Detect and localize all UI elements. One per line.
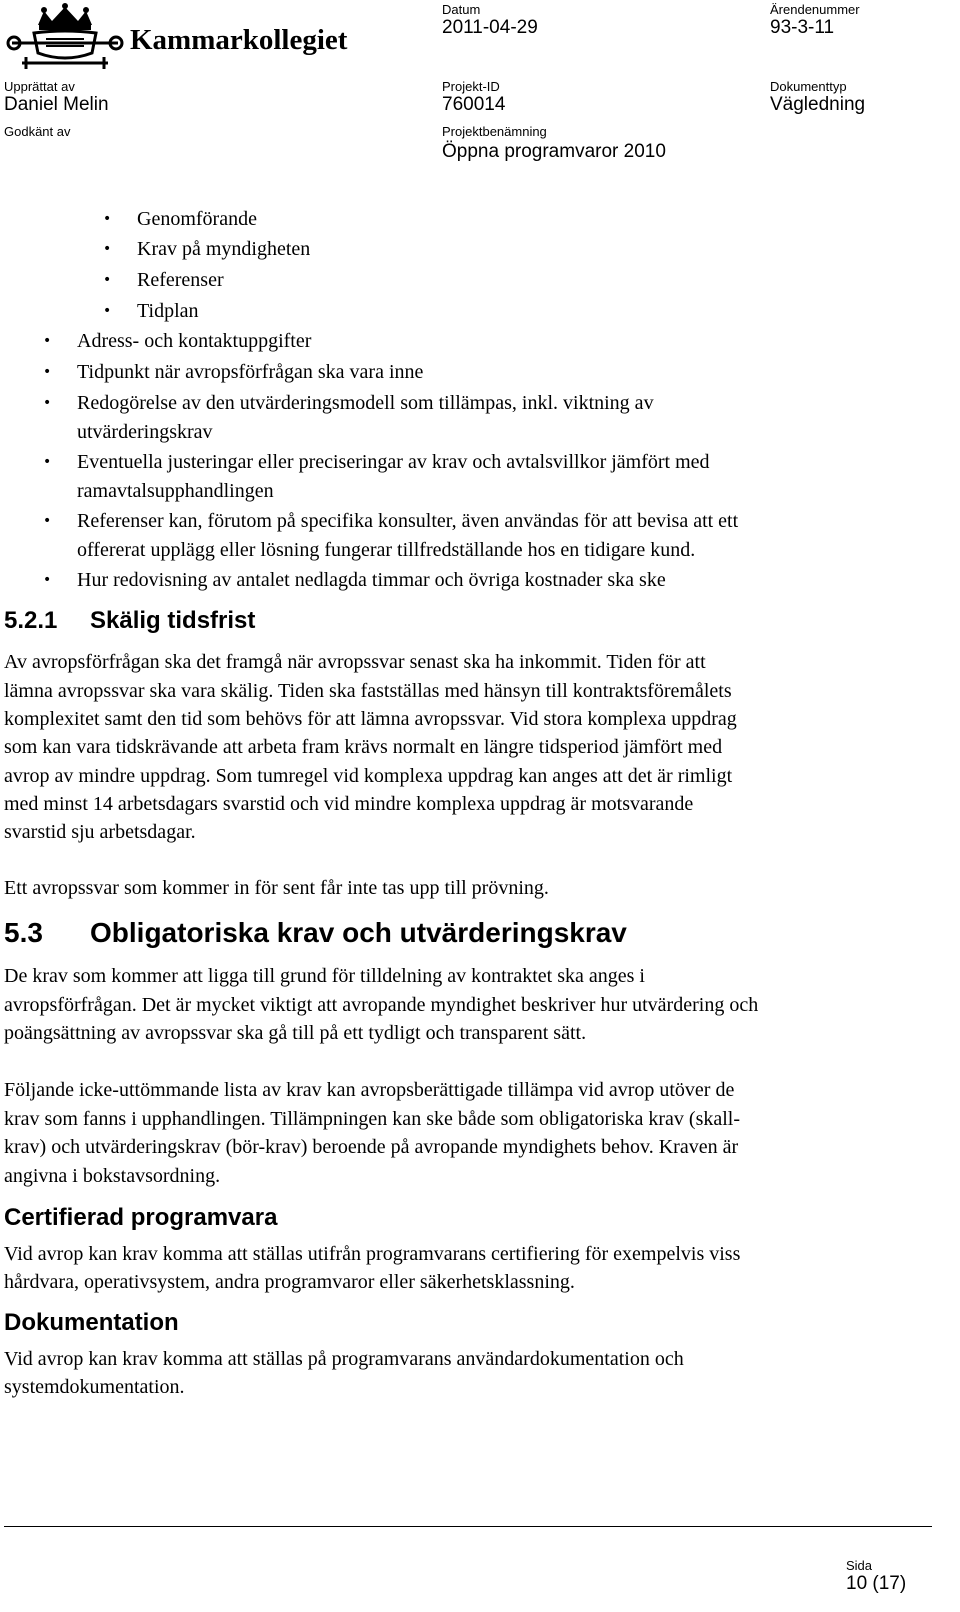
paragraph-line: De krav som kommer att ligga till grund för tilldelning av kontraktet ska anges i <box>4 965 645 987</box>
subheading-dokumentation: Dokumentation <box>4 1309 179 1336</box>
section-number: 5.3 <box>4 917 43 948</box>
paragraph-line: angivna i bokstavsordning. <box>4 1165 221 1187</box>
projektbenamning-label: Projektbenämning <box>442 124 547 139</box>
paragraph-line: som kan vara tidskrävande att arbeta fram krävs normalt en längre tidsperiod jämfört med <box>4 736 723 758</box>
list-item: • Eventuella justeringar eller preciseringar av krav och avtalsvillkor jämfört med <box>77 447 710 477</box>
paragraph-line: med minst 14 arbetsdagars svarstid och vid mindre komplexa uppdrag är motsvarande <box>4 793 694 815</box>
paragraph-line: Följande icke-uttömmande lista av krav kan avropsberättigade tillämpa vid avrop utöver de <box>4 1079 735 1101</box>
section-heading-5-2-1 <box>4 606 255 636</box>
paragraph-line: hårdvara, operativsystem, andra programvaror eller säkerhetsklassning. <box>4 1271 575 1293</box>
list-item: • Tidpunkt när avropsförfrågan ska vara inne <box>77 357 423 387</box>
paragraph-line: avrop av mindre uppdrag. Som tumregel vid komplexa uppdrag kan anges att det är rimligt <box>4 765 733 787</box>
page-label: Sida <box>846 1558 873 1573</box>
dokumenttyp-label: Dokumenttyp <box>770 79 847 94</box>
projektbenamning-value: Öppna programvaror 2010 <box>442 141 666 162</box>
paragraph-line: systemdokumentation. <box>4 1376 185 1398</box>
page-number: 10 (17) <box>846 1573 907 1594</box>
list-item: • Redogörelse av den utvärderingsmodell som tillämpas, inkl. viktning av <box>77 388 654 418</box>
paragraph-line: poängsättning av avropssvar ska gå till på ett tydligt och transparent sätt. <box>4 1022 587 1044</box>
list-item: • Krav på myndigheten <box>137 234 310 264</box>
paragraph-line: svarstid sju arbetsdagar. <box>4 821 196 843</box>
kammarkollegiet-logo <box>6 3 346 71</box>
datum-label: Datum <box>442 2 481 17</box>
projekt-id-label: Projekt-ID <box>442 79 500 94</box>
list-item-continuation: ramavtalsupphandlingen <box>77 480 274 502</box>
section-title: Obligatoriska krav och utvärderingskrav <box>90 917 627 948</box>
crown-icon <box>6 3 124 71</box>
paragraph-line: krav som fanns i upphandlingen. Tillämpningen kan ske både som obligatoriska krav (skall- <box>4 1108 740 1130</box>
paragraph-line: avropsförfrågan. Det är mycket viktigt att avropande myndighet beskriver hur utvärdering och <box>4 994 759 1016</box>
godkant-av-label: Godkänt av <box>4 124 71 139</box>
arendenummer-value: 93-3-11 <box>770 17 835 38</box>
section-heading-5-3 <box>4 916 627 950</box>
list-item-continuation: utvärderingskrav <box>77 421 213 443</box>
list-item: • Referenser kan, förutom på specifika konsulter, även användas för att bevisa att ett <box>77 506 738 536</box>
list-item: • Genomförande <box>137 204 257 234</box>
arendenummer-label: Ärendenummer <box>770 2 860 17</box>
dokumenttyp-value: Vägledning <box>770 94 866 115</box>
section-number: 5.2.1 <box>4 607 58 634</box>
datum-value: 2011-04-29 <box>442 17 538 38</box>
list-item-continuation: offererat upplägg eller lösning fungerar tillfredställande hos en tidigare kund. <box>77 539 696 561</box>
list-item: • Adress- och kontaktuppgifter <box>77 326 311 356</box>
footer-divider <box>4 1526 932 1527</box>
paragraph-line: Av avropsförfrågan ska det framgå när avropssvar senast ska ha inkommit. Tiden för att <box>4 651 706 673</box>
paragraph-line: krav) och utvärderingskrav (bör-krav) beroende på avropande myndighets behov. Kraven är <box>4 1136 739 1158</box>
projekt-id-value: 760014 <box>442 94 506 115</box>
paragraph-line: lämna avropssvar ska vara skälig. Tiden ska fastställas med hänsyn till kontraktsföremålets <box>4 680 732 702</box>
list-item: • Hur redovisning av antalet nedlagda timmar och övriga kostnader ska ske <box>77 565 666 595</box>
paragraph-line: Vid avrop kan krav komma att ställas på programvarans användardokumentation och <box>4 1348 684 1370</box>
upprattat-av-value: Daniel Melin <box>4 94 109 115</box>
paragraph-line: Ett avropssvar som kommer in för sent får inte tas upp till prövning. <box>4 877 549 899</box>
paragraph-line: Vid avrop kan krav komma att ställas utifrån programvarans certifiering för exempelvis viss <box>4 1243 741 1265</box>
section-title: Skälig tidsfrist <box>90 607 256 634</box>
org-name: Kammarkollegiet <box>130 24 348 56</box>
list-item: • Tidplan <box>137 296 199 326</box>
list-item: • Referenser <box>137 265 224 295</box>
upprattat-av-label: Upprättat av <box>4 79 75 94</box>
subheading-certifierad-programvara: Certifierad programvara <box>4 1204 278 1231</box>
paragraph-line: komplexitet samt den tid som behövs för att lämna avropssvar. Vid stora komplexa uppdrag <box>4 708 737 730</box>
